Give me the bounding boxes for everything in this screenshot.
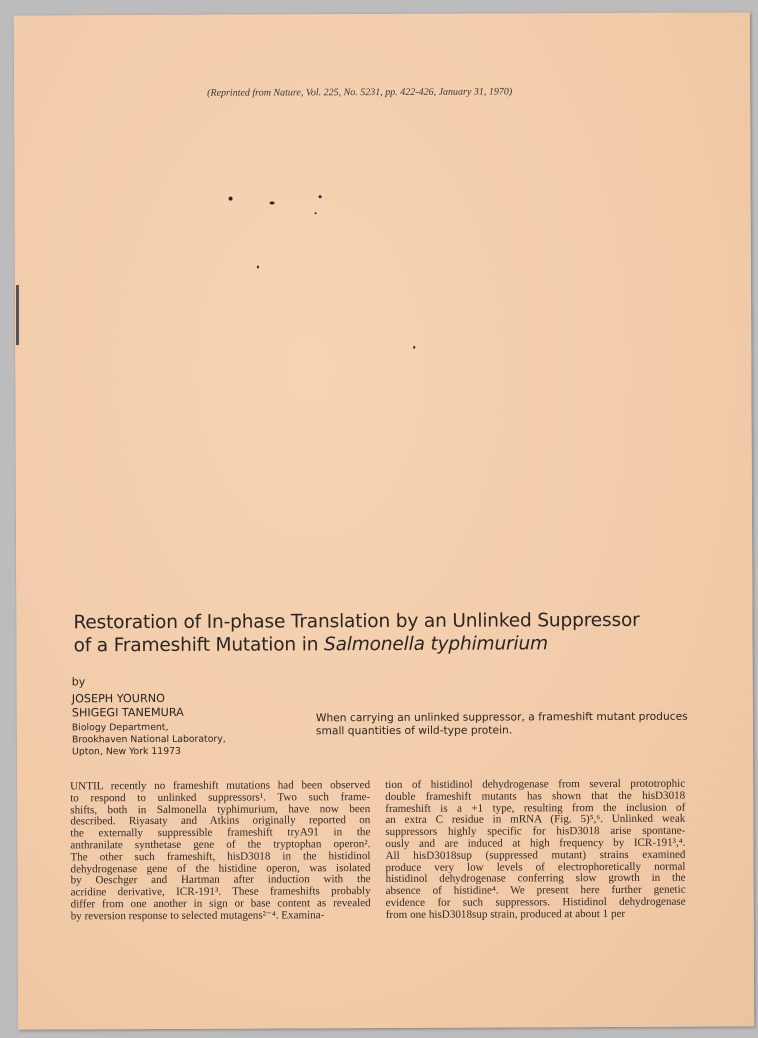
affiliation-line: Upton, New York 11973 — [71, 745, 181, 758]
paper-speck — [229, 197, 233, 201]
body-line: differ from one another in sign or base content as revealed — [70, 897, 371, 911]
title-line-1: Restoration of In-phase Translation by an Unlinked Suppressor — [73, 609, 640, 634]
body-line: the externally suppressible frameshift tryA91 in the — [70, 826, 371, 840]
body-column-right — [385, 779, 686, 922]
body-line: produce very low levels of electrophoretically normal — [385, 860, 686, 874]
body-line: histidinol dehydrogenase conferring slow growth in the — [385, 872, 686, 886]
body-line: by Oeschger and Hartman after induction with the — [70, 873, 371, 887]
body-line: by reversion response to selected mutagens²⁻⁴. Examina- — [70, 909, 325, 923]
body-line: from one hisD3018sup strain, produced at about 1 per — [385, 907, 626, 921]
body-line: All hisD3018sup (suppressed mutant) strains examined — [385, 848, 686, 862]
author-name: SHIGEGI TANEMURA — [71, 705, 184, 720]
paper-speck — [257, 266, 259, 269]
paper-speck — [319, 195, 322, 198]
body-line: evidence for such suppressors. Histidinol dehydrogenase — [385, 895, 686, 909]
body-line: UNTIL recently no frameshift mutations had been observed — [70, 779, 371, 793]
body-line: ously and are induced at high frequency by ICR-191³,⁴. — [385, 836, 686, 850]
body-line: absence of histidine⁴. We present here further genetic — [385, 883, 686, 898]
binding-edge — [16, 285, 19, 345]
title-line-2 — [73, 632, 713, 658]
document-page — [14, 12, 754, 1029]
title-line-2-italic: Salmonella typhimurium — [323, 633, 548, 656]
body-line: anthranilate synthetase gene of the tryptophan operon². — [70, 838, 371, 852]
reprint-note: (Reprinted from Nature, Vol. 225, No. 5231, pp. 422-426, January 31, 1970) — [207, 86, 513, 99]
author-list — [72, 692, 184, 720]
by-label: by — [71, 675, 86, 689]
body-line: to respond to unlinked suppressors¹. Two such frame- — [70, 790, 371, 805]
affiliation — [72, 722, 226, 759]
author-name: JOSEPH YOURNO — [71, 691, 165, 706]
body-line: described. Riyasaty and Atkins originally reported on — [70, 814, 371, 828]
paper-speck — [315, 212, 317, 214]
affiliation-line: Brookhaven National Laboratory, — [71, 733, 226, 746]
body-line: shifts, both in Salmonella typhimurium, have now been — [70, 802, 371, 816]
article-title — [73, 609, 713, 658]
paper-speck — [413, 346, 415, 349]
abstract: When carrying an unlinked suppressor, a frameshift mutant produces small quantities of wild-type protein. — [315, 709, 688, 738]
body-line: tion of histidinol dehydrogenase from several prototrophic — [385, 777, 686, 791]
body-line: suppressors highly specific for hisD3018 arise spontane- — [385, 824, 686, 839]
paper-speck — [270, 201, 275, 204]
body-line: acridine derivative, ICR-191³. These frameshifts probably — [70, 885, 371, 899]
affiliation-line: Biology Department, — [71, 721, 169, 734]
body-line: dehydrogenase gene of the histidine operon, was isolated — [70, 861, 371, 875]
title-line-2-prefix: of a Frameshift Mutation in — [73, 634, 325, 657]
body-line: an extra C residue in mRNA (Fig. 5)⁵,⁶. Unlinked weak — [385, 813, 686, 827]
body-line: frameshift is a +1 type, resulting from the inclusion of — [385, 801, 686, 815]
body-column-left — [70, 780, 371, 923]
body-line: The other such frameshift, hisD3018 in the histidinol — [70, 849, 371, 864]
body-line: double frameshift mutants has shown that the hisD3018 — [385, 789, 686, 803]
